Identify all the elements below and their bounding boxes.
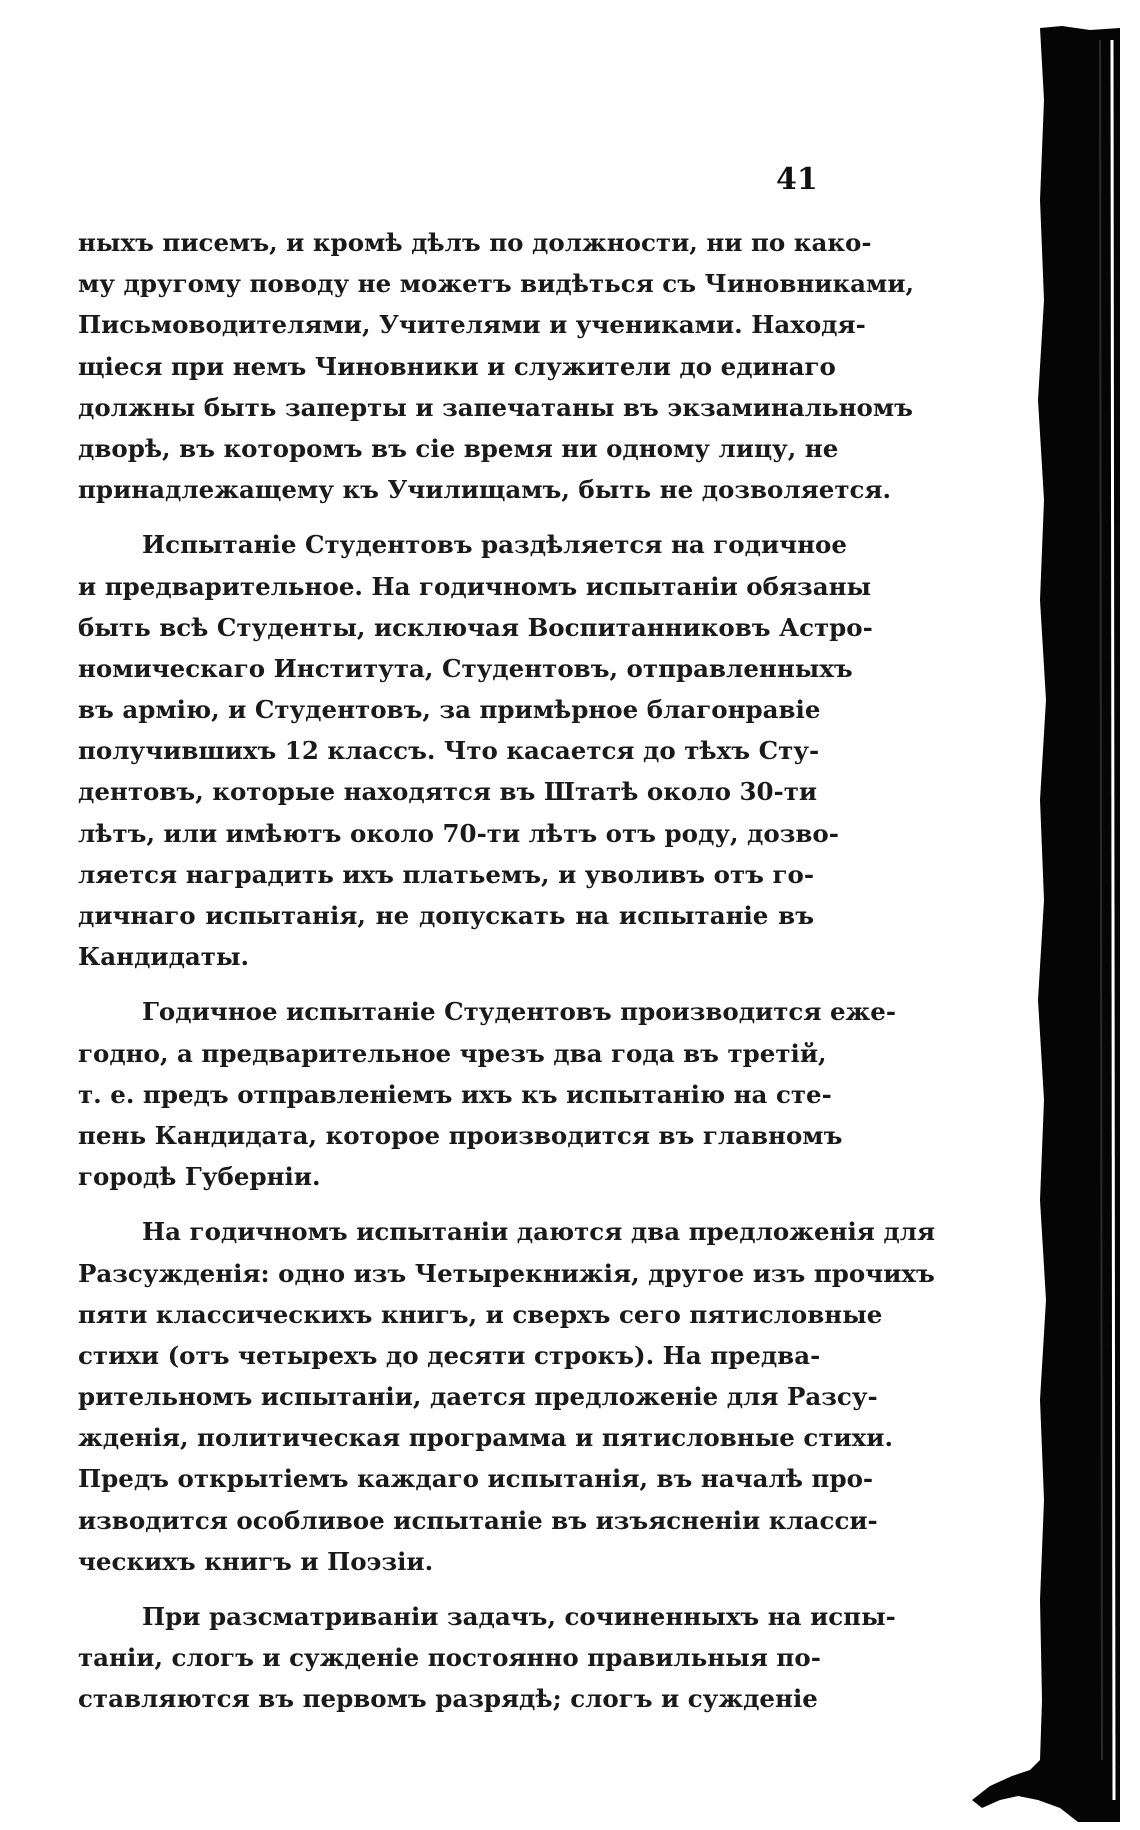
text-line: дворѣ, въ которомъ въ сіе время ни одному лицу, не: [78, 433, 839, 463]
paragraph-gap: [78, 510, 814, 524]
text-line: быть всѣ Студенты, исключая Воспитанниковъ Астро-: [78, 612, 873, 642]
text-line: дентовъ, которые находятся въ Штатѣ около 30-ти: [78, 777, 818, 807]
text-line: стихи (отъ четырехъ до десяти строкъ). На предва-: [78, 1340, 821, 1370]
text-line: На годичномъ испытаніи даются два предложенія для: [142, 1217, 936, 1247]
text-line: Кандидаты.: [78, 942, 250, 972]
paragraph: [78, 222, 915, 510]
text-line: получившихъ 12 классъ. Что касается до тѣхъ Сту-: [78, 736, 820, 766]
binding-edge-white-strip: [1112, 40, 1114, 1800]
text-line: ставляются въ первомъ разрядѣ; слогъ и сужденіе: [78, 1684, 818, 1714]
binding-highlight-line: [1100, 40, 1102, 1760]
text-line: номическаго Института, Студентовъ, отправленныхъ: [78, 653, 853, 683]
text-line: Испытаніе Студентовъ раздѣляется на годичное: [142, 530, 847, 560]
text-line: лѣтъ, или имѣютъ около 70-ти лѣтъ отъ роду, дозво-: [78, 818, 839, 848]
text-line: При разсматриваніи задачъ, сочиненныхъ на испы-: [142, 1602, 896, 1631]
text-line: пень Кандидата, которое производится въ главномъ: [78, 1120, 843, 1150]
text-line: Годичное испытаніе Студентовъ производится еже-: [142, 997, 897, 1027]
paragraph: [78, 1596, 896, 1720]
text-line: пяти классическихъ книгъ, и сверхъ сего пятисловные: [78, 1299, 883, 1329]
paragraph: [78, 1211, 936, 1582]
text-line: ныхъ писемъ, и кромѣ дѣлъ по должности, ни по како-: [78, 228, 872, 257]
binding-edge-shape: [972, 26, 1120, 1822]
text-line: ческихъ книгъ и Поэзіи.: [78, 1546, 434, 1576]
text-line: Предъ открытіемъ каждаго испытанія, въ началѣ про-: [78, 1464, 874, 1494]
text-line: рительномъ испытаніи, дается предложеніе для Разсу-: [78, 1382, 878, 1412]
page-number: 41: [776, 162, 818, 197]
text-line: должны быть заперты и запечатаны въ экзаминальномъ: [78, 392, 913, 422]
text-line: городѣ Губерніи.: [78, 1162, 321, 1192]
paragraph: [78, 524, 873, 977]
paragraph-gap: [78, 1197, 814, 1211]
text-line: годно, а предварительное чрезъ два года въ третій,: [78, 1038, 827, 1068]
body-text: [78, 222, 936, 1720]
paragraph-gap: [78, 1582, 814, 1596]
text-line: въ армію, и Студентовъ, за примѣрное благонравіе: [78, 695, 821, 725]
text-line: щіеся при немъ Чиновники и служители до единаго: [78, 351, 836, 381]
paragraph-gap: [78, 977, 814, 991]
text-line: му другому поводу не можетъ видѣться съ Чиновниками,: [78, 269, 915, 299]
text-line: принадлежащему къ Училищамъ, быть не дозволяется.: [78, 475, 892, 505]
text-line: Письмоводителями, Учителями и учениками. Находя-: [78, 310, 866, 340]
text-line: Разсужденія: одно изъ Четырекнижія, другое изъ прочихъ: [78, 1258, 935, 1288]
text-line: ляется наградить ихъ платьемъ, и уволивъ отъ го-: [78, 859, 814, 889]
paragraph: [78, 991, 897, 1197]
text-line: и предварительное. На годичномъ испытаніи обязаны: [78, 571, 872, 601]
text-line: изводится особливое испытаніе въ изъясненіи класси-: [78, 1505, 878, 1535]
text-line: дичнаго испытанія, не допускать на испытаніе въ: [78, 901, 814, 930]
text-line: жденія, политическая программа и пятисловные стихи.: [78, 1423, 893, 1453]
text-line: таніи, слогъ и сужденіе постоянно правильныя по-: [78, 1643, 821, 1673]
text-line: т. е. предъ отправленіемъ ихъ къ испытанію на сте-: [78, 1079, 832, 1109]
